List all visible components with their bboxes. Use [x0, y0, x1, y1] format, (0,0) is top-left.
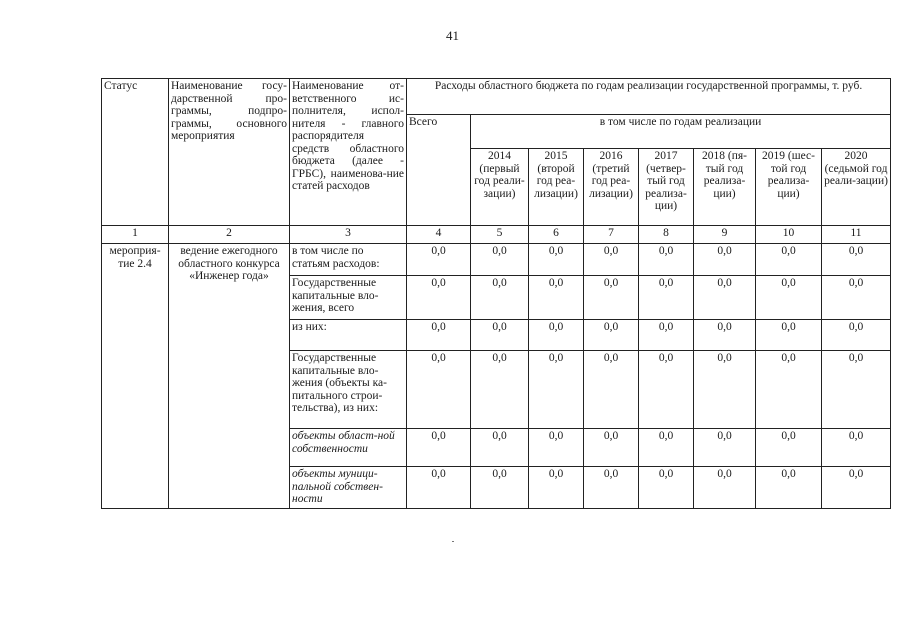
header-year-2017: 2017 (четвер-тый год реализа-ции): [639, 149, 694, 226]
column-number: 5: [471, 226, 529, 244]
scan-speck: [452, 541, 454, 542]
value-2017: 0,0: [639, 429, 694, 467]
value-2018: 0,0: [694, 429, 756, 467]
value-2015: 0,0: [529, 429, 584, 467]
value-total: 0,0: [407, 276, 471, 320]
value-2018: 0,0: [694, 276, 756, 320]
value-total: 0,0: [407, 244, 471, 276]
row-label: объекты муници-пальной собствен-ности: [290, 467, 407, 509]
value-2020: 0,0: [822, 467, 891, 509]
value-2020: 0,0: [822, 351, 891, 429]
column-number: 4: [407, 226, 471, 244]
value-2019: 0,0: [756, 429, 822, 467]
row-label: объекты област-ной собственности: [290, 429, 407, 467]
value-2020: 0,0: [822, 244, 891, 276]
row-label: Государственные капитальные вло-жения (объекты ка-питального строи-тельства), из них:: [290, 351, 407, 429]
column-number: 6: [529, 226, 584, 244]
column-number: 1: [102, 226, 169, 244]
value-2019: 0,0: [756, 351, 822, 429]
header-year-2015: 2015 (второй год реа-лизации): [529, 149, 584, 226]
column-number: 7: [584, 226, 639, 244]
value-2019: 0,0: [756, 276, 822, 320]
column-number-row: [102, 226, 891, 244]
value-2014: 0,0: [471, 276, 529, 320]
value-2014: 0,0: [471, 320, 529, 351]
header-year-2018: 2018 (пя-тый год реализа-ции): [694, 149, 756, 226]
value-2018: 0,0: [694, 320, 756, 351]
value-2018: 0,0: [694, 467, 756, 509]
header-year-2019: 2019 (шес-той год реализа-ции): [756, 149, 822, 226]
header-executor-name: Наименование от-ветственного ис-полнителя, испол-нителя - главного распорядителя средств областного бюджета (далее - ГРБС), наименова-ние статей расходов: [290, 79, 407, 226]
value-2015: 0,0: [529, 351, 584, 429]
column-number: 10: [756, 226, 822, 244]
value-2014: 0,0: [471, 351, 529, 429]
value-2017: 0,0: [639, 320, 694, 351]
value-2019: 0,0: [756, 467, 822, 509]
row-label: Государственные капитальные вло-жения, всего: [290, 276, 407, 320]
value-2019: 0,0: [756, 320, 822, 351]
value-2016: 0,0: [584, 276, 639, 320]
value-2015: 0,0: [529, 276, 584, 320]
row-label: из них:: [290, 320, 407, 351]
column-number: 11: [822, 226, 891, 244]
event-name-cell: ведение ежегодного областного конкурса «Инженер года»: [169, 244, 290, 509]
value-2016: 0,0: [584, 320, 639, 351]
value-2016: 0,0: [584, 429, 639, 467]
value-2020: 0,0: [822, 320, 891, 351]
value-total: 0,0: [407, 351, 471, 429]
header-row-1: [102, 79, 891, 115]
value-2017: 0,0: [639, 244, 694, 276]
value-total: 0,0: [407, 429, 471, 467]
value-2015: 0,0: [529, 467, 584, 509]
value-2018: 0,0: [694, 351, 756, 429]
column-number: 2: [169, 226, 290, 244]
page-number: 41: [446, 28, 459, 43]
header-status: Статус: [102, 79, 169, 226]
header-year-2014: 2014 (первый год реали-зации): [471, 149, 529, 226]
value-2014: 0,0: [471, 467, 529, 509]
value-2016: 0,0: [584, 244, 639, 276]
value-2019: 0,0: [756, 244, 822, 276]
column-number: 8: [639, 226, 694, 244]
header-year-2016: 2016 (третий год реа-лизации): [584, 149, 639, 226]
header-year-2020: 2020 (седьмой год реали-зации): [822, 149, 891, 226]
status-cell: мероприя-тие 2.4: [102, 244, 169, 509]
value-2018: 0,0: [694, 244, 756, 276]
budget-table: [101, 78, 891, 509]
value-total: 0,0: [407, 467, 471, 509]
column-number: 9: [694, 226, 756, 244]
value-2017: 0,0: [639, 276, 694, 320]
value-total: 0,0: [407, 320, 471, 351]
header-total: Всего: [407, 115, 471, 226]
header-program-name: Наименование госу-дарственной про-граммы, подпро-граммы, основного мероприятия: [169, 79, 290, 226]
header-by-years: в том числе по годам реализации: [471, 115, 891, 149]
value-2020: 0,0: [822, 276, 891, 320]
value-2014: 0,0: [471, 244, 529, 276]
value-2014: 0,0: [471, 429, 529, 467]
column-number: 3: [290, 226, 407, 244]
value-2017: 0,0: [639, 351, 694, 429]
value-2020: 0,0: [822, 429, 891, 467]
value-2015: 0,0: [529, 320, 584, 351]
value-2017: 0,0: [639, 467, 694, 509]
row-label: в том числе по статьям расходов:: [290, 244, 407, 276]
value-2016: 0,0: [584, 467, 639, 509]
value-2015: 0,0: [529, 244, 584, 276]
header-expenses-title: Расходы областного бюджета по годам реализации государственной программы, т. руб.: [407, 79, 891, 115]
value-2016: 0,0: [584, 351, 639, 429]
table-row: [102, 244, 891, 276]
